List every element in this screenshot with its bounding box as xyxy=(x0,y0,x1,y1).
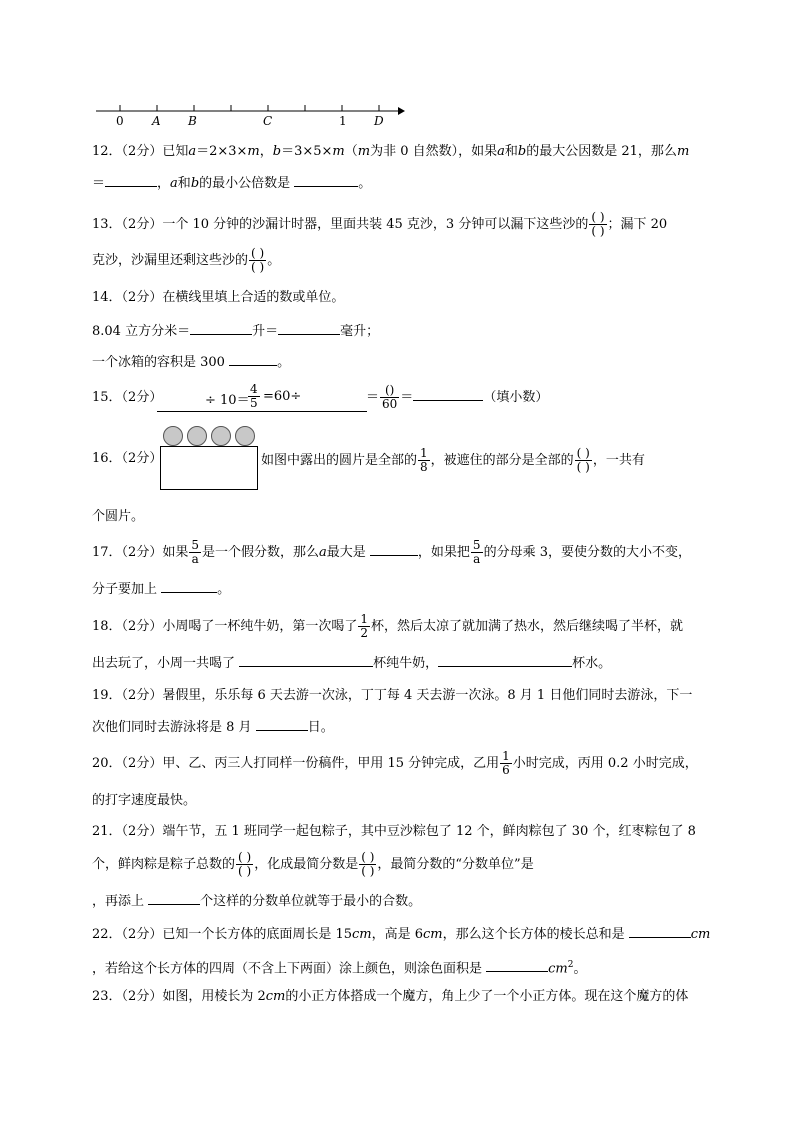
q14-line2: 8.04 立方分米＝ 升＝ 毫升； xyxy=(92,324,380,339)
disc-1 xyxy=(163,426,183,446)
q13-line1: 13．（2分）一个 10 分钟的沙漏计时器，里面共装 45 克沙，3 分钟可以漏下这些沙的 $\frac{( )}{( )}$ ；漏下 20 xyxy=(92,210,668,238)
numberline-label-b: B xyxy=(188,114,197,128)
q21-fraction-1[interactable]: $\frac{( )}{( )}$ xyxy=(238,850,252,878)
q18-blank-water[interactable] xyxy=(438,654,572,667)
q12-blank-lcm[interactable] xyxy=(294,174,358,187)
q22-blank-edges[interactable] xyxy=(629,925,691,938)
q21-fraction-2[interactable]: $\frac{( )}{( )}$ xyxy=(361,850,375,878)
q14-blank-l[interactable] xyxy=(190,322,252,335)
q18-blank-milk[interactable] xyxy=(239,654,373,667)
q14-line1: 14．（2分）在横线里填上合适的数或单位。 xyxy=(92,290,345,305)
q16-line1: 如图中露出的圆片是全部的 $\frac{1}{8}$ ，被遮住的部分是全部的 $\frac{( )}{( )}$ ，一共有 xyxy=(261,446,645,474)
q17-blank-max[interactable] xyxy=(370,543,418,556)
q22-blank-area[interactable] xyxy=(486,959,548,972)
q18-line1: 18．（2分）小周喝了一杯纯牛奶，第一次喝了 $\frac{1}{2}$ 杯，然后太凉了就加满了热水，然后继续喝了半杯，就 xyxy=(92,612,683,640)
q21-blank-units[interactable] xyxy=(148,892,200,905)
q16-fraction-answer[interactable]: $\frac{( )}{( )}$ xyxy=(576,446,590,474)
disc-4 xyxy=(235,426,255,446)
q17-blank-add[interactable] xyxy=(161,580,217,593)
q15-expr-box[interactable]: ÷ 10＝ $\frac{4}{5}$ =60÷ xyxy=(157,383,367,412)
q14-blank-unit[interactable] xyxy=(229,353,277,366)
q12-line2: ＝ ，a和b的最小公倍数是 。 xyxy=(92,176,372,191)
q13-fraction-1[interactable]: $\frac{( )}{( )}$ xyxy=(591,210,605,238)
q18-line2: 出去玩了，小周一共喝了 杯纯牛奶， 杯水。 xyxy=(92,656,612,671)
numberline-label-d: D xyxy=(374,114,384,128)
q14-line3: 一个冰箱的容积是 300 。 xyxy=(92,355,291,370)
numberline-label-1: 1 xyxy=(339,114,347,128)
q21-line3: ，再添上 个这样的分数单位就等于最小的合数。 xyxy=(92,894,422,909)
q15-blank-decimal[interactable] xyxy=(413,388,483,401)
disc-2 xyxy=(187,426,207,446)
q23-line1: 23．（2分）如图，用棱长为 2cm的小正方体搭成一个魔方，角上少了一个小正方体。现在这个魔方的体 xyxy=(92,989,689,1004)
q22-line2: ，若给这个长方体的四周（不含上下两面）涂上颜色，则涂色面积是 $cm^2$。 xyxy=(92,960,587,977)
q15-rest: ＝ $\frac{()}{60}$ ＝ （填小数） xyxy=(366,383,549,411)
q20-line1: 20．（2分）甲、乙、丙三人打同样一份稿件，甲用 15 分钟完成，乙用 $\frac{1}{6}$ 小时完成，丙用 0.2 小时完成， xyxy=(92,749,698,777)
numberline-label-0: 0 xyxy=(116,114,124,128)
q19-line2: 次他们同时去游泳将是 8 月 日。 xyxy=(92,720,334,735)
number-line xyxy=(94,100,406,132)
disc-3 xyxy=(211,426,231,446)
q16-line2: 个圆片。 xyxy=(92,509,145,524)
q15-line: 15．（2分） xyxy=(92,390,163,405)
q12-line1: 12．（2分）已知a＝2×3×m，b＝3×5×m（m为非 0 自然数），如果a和b的最大公因数是 21，那么m xyxy=(92,144,690,159)
q20-line2: 的打字速度最快。 xyxy=(92,793,197,808)
q13-line2: 克沙，沙漏里还剩这些沙的 $\frac{( )}{( )}$ 。 xyxy=(92,246,281,274)
numberline-label-c: C xyxy=(263,114,273,128)
q17-line1: 17．（2分）如果 $\frac{5}{a}$ 是一个假分数，那么a最大是 ，如果把 $\frac{5}{a}$ 的分母乘 3，要使分数的大小不变， xyxy=(92,538,691,566)
q21-line1: 21．（2分）端午节，五 1 班同学一起包粽子，其中豆沙粽包了 12 个，鲜肉粽包了 30 个，红枣粽包了 8 xyxy=(92,824,696,839)
q12-blank-m[interactable] xyxy=(105,174,157,187)
numberline-label-a: A xyxy=(152,114,161,128)
q17-line2: 分子要加上 。 xyxy=(92,582,231,597)
cover-rectangle xyxy=(160,446,258,490)
q22-line1: 22．（2分）已知一个长方体的底面周长是 15cm，高是 6cm，那么这个长方体的棱长总和是 cm xyxy=(92,927,711,942)
q16-num: 16．（2分） xyxy=(92,451,163,466)
q19-line1: 19．（2分）暑假里，乐乐每 6 天去游一次泳，丁丁每 4 天去游一次泳。8 月 1 日他们同时去游泳，下一 xyxy=(92,688,693,703)
q13-fraction-2[interactable]: $\frac{( )}{( )}$ xyxy=(251,246,265,274)
q15-fraction-4-5: $\frac{4}{5}$ xyxy=(250,382,258,410)
q19-blank-date[interactable] xyxy=(256,718,308,731)
q21-line2: 个，鲜肉粽是粽子总数的 $\frac{( )}{( )}$ ，化成最简分数是 $\frac{( )}{( )}$ ，最简分数的“分数单位”是 xyxy=(92,850,534,878)
q14-blank-ml[interactable] xyxy=(278,322,340,335)
